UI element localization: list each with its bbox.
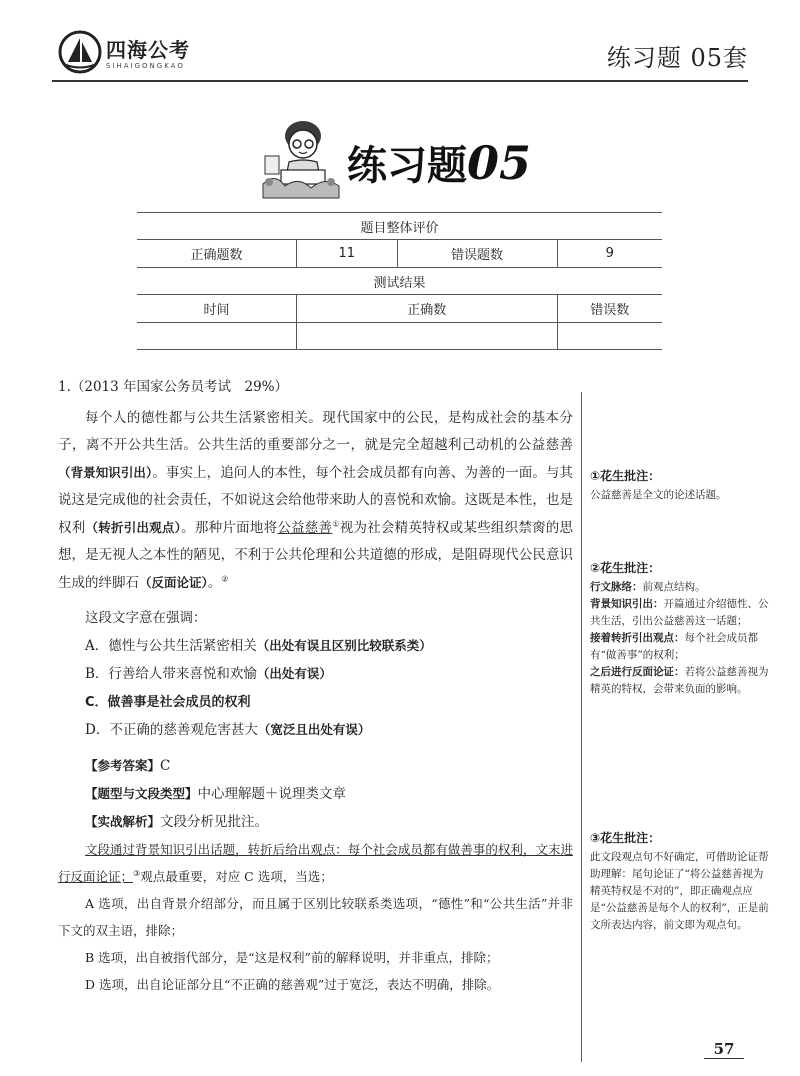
side-note-3 bbox=[590, 830, 770, 934]
side-note-1 bbox=[590, 468, 770, 504]
side-note-text: 前观点结构。 bbox=[642, 581, 706, 593]
analysis-option-b: B 选项，出自被指代部分，是“这是权利”前的解释说明，并非重点，排除； bbox=[85, 950, 499, 965]
side-note-line bbox=[590, 579, 770, 596]
side-note-title: ①花生批注： bbox=[590, 469, 661, 483]
type-value: 中心理解题＋说理类文章 bbox=[197, 786, 347, 802]
correct-value: 11 bbox=[297, 240, 397, 268]
question-content bbox=[58, 374, 573, 998]
option-text: A．德性与公共生活紧密相关 bbox=[85, 638, 257, 654]
analysis-conclusion: 观点最重要，对应 C 选项，当选； bbox=[140, 869, 333, 884]
page-header bbox=[0, 0, 800, 100]
side-note-line bbox=[590, 596, 770, 630]
analysis-intro: 文段分析见批注。 bbox=[160, 814, 269, 830]
option-text: C．做善事是社会成员的权利 bbox=[85, 695, 251, 710]
passage-part: 每个人的德性都与公共生活紧密相关。现代国家中的公民，是构成社会的基本分子，离不开公共生活。公共生活的重要部分之一，就是完全超越利己动机的公益慈善 bbox=[58, 410, 573, 453]
option-note: （出处有误） bbox=[256, 666, 332, 681]
answer-label: 【参考答案】 bbox=[85, 758, 161, 773]
hero-title bbox=[347, 134, 531, 191]
side-note-text: 若将公益慈善视为精英的特权，会带来负面的影响。 bbox=[590, 666, 769, 695]
option-b bbox=[58, 660, 573, 688]
time-cell bbox=[137, 323, 297, 350]
set-label: 练习题 05套 bbox=[606, 44, 748, 72]
passage-part: 。那种片面地将 bbox=[181, 520, 278, 536]
time-label: 时间 bbox=[137, 295, 297, 323]
side-note-label: 之后进行反面论证： bbox=[590, 666, 685, 678]
answer-value: C bbox=[160, 758, 171, 774]
result-correct-label: 正确数 bbox=[297, 295, 558, 323]
note-marker: ② bbox=[221, 574, 229, 584]
result-wrong-cell bbox=[557, 323, 662, 350]
passage-part: 。 bbox=[207, 575, 222, 591]
eval-title: 题目整体评价 bbox=[137, 213, 662, 240]
side-note-title: ③花生批注： bbox=[590, 831, 661, 845]
option-text: D．不正确的慈善观危害甚大 bbox=[85, 722, 258, 738]
passage-underlined: 公益慈善 bbox=[277, 520, 333, 536]
side-note-title: ②花生批注： bbox=[590, 561, 661, 575]
logo-subtext: SIHAIGONGKAO bbox=[106, 62, 185, 70]
option-d bbox=[58, 716, 573, 744]
side-note-2 bbox=[590, 560, 770, 698]
option-note: （出处有误且区别比较联系类） bbox=[256, 638, 432, 653]
result-wrong-label: 错误数 bbox=[557, 295, 662, 323]
sailboat-logo-icon bbox=[58, 30, 102, 74]
passage-annotation: （背景知识引出） bbox=[58, 465, 153, 480]
passage-annotation: （反面论证） bbox=[139, 575, 208, 590]
note-marker: ③ bbox=[133, 868, 141, 878]
hero-title-number: 05 bbox=[467, 136, 532, 190]
side-note-text: 公益慈善是全文的论述话题。 bbox=[590, 489, 727, 501]
header-rule bbox=[52, 80, 748, 82]
logo-text: 四海公考 bbox=[106, 38, 190, 62]
side-note-line bbox=[590, 664, 770, 698]
side-note-line bbox=[590, 630, 770, 664]
note-marker: ① bbox=[332, 519, 340, 529]
analysis-paragraph bbox=[58, 836, 573, 890]
side-note-text: 开篇通过介绍德性、公共生活，引出公益慈善这一话题； bbox=[590, 598, 769, 627]
side-note-text: 每个社会成员都有“做善事”的权利； bbox=[590, 632, 758, 661]
answer-line bbox=[58, 752, 573, 780]
question-heading: 1.（2013 年国家公务员考试 29%） bbox=[58, 379, 289, 395]
option-c bbox=[58, 688, 573, 716]
cartoon-reader-icon bbox=[255, 112, 345, 202]
side-note-label: 背景知识引出： bbox=[590, 598, 664, 610]
side-note-text: 此文段观点句不好确定，可借助论证帮助理解：尾句论证了“将公益慈善视为精英特权是不对的”，即正确观点应是“公益慈善是每个人的权利”，正是前文所表达内容，前文即为观点句。 bbox=[590, 851, 769, 931]
analysis-summary: 文段通过背景知识引出话题，转折后给出观点：每个社会成员都有做善事的权利，文末进行反面论证； bbox=[58, 842, 573, 884]
logo bbox=[58, 30, 208, 86]
passage-part: 视为社会精英特权或某些组织禁脔的思想，是无视人之本性的陋见，不利于公共伦理和公共道德的形成，是阻碍现代公民意识生成的绊脚石 bbox=[58, 520, 574, 591]
passage-part: 。事实上，追问人的本性，每个社会成员都有向善、为善的一面。与其说这是完成他的社会责任，不如说这会给他带来助人的喜悦和欢愉。这既是本性，也是权利 bbox=[58, 465, 573, 536]
analysis-option-a: A 选项，出自背景介绍部分，而且属于区别比较联系类选项，“德性”和“公共生活”并非下文的双主语，排除； bbox=[58, 896, 573, 938]
side-note-label: 接着转折引出观点： bbox=[590, 632, 685, 644]
question-stem: 这段文字意在强调： bbox=[85, 610, 207, 626]
margin-divider bbox=[581, 392, 582, 1062]
passage-annotation: （转折引出观点） bbox=[85, 520, 182, 535]
analysis-label: 【实战解析】 bbox=[85, 814, 161, 829]
hero-banner bbox=[255, 112, 555, 202]
result-title: 测试结果 bbox=[137, 268, 662, 295]
analysis-option-d: D 选项，出自论证部分且“不正确的慈善观”过于宽泛，表达不明确，排除。 bbox=[85, 977, 500, 992]
type-label: 【题型与文段类型】 bbox=[85, 786, 198, 801]
wrong-label: 错误题数 bbox=[397, 240, 557, 268]
option-text: B．行善给人带来喜悦和欢愉 bbox=[85, 666, 257, 682]
hero-title-text: 练习题 bbox=[347, 142, 467, 189]
option-a bbox=[58, 632, 573, 660]
question-passage bbox=[58, 405, 573, 597]
question-options bbox=[58, 605, 573, 744]
type-line bbox=[58, 780, 573, 808]
option-note: （宽泛且出处有误） bbox=[257, 722, 371, 737]
page-number: 57 bbox=[704, 1040, 744, 1059]
result-correct-cell bbox=[297, 323, 558, 350]
analysis-line bbox=[58, 808, 573, 836]
wrong-value: 9 bbox=[557, 240, 662, 268]
evaluation-table bbox=[137, 212, 662, 350]
correct-label: 正确题数 bbox=[137, 240, 297, 268]
side-note-label: 行文脉络： bbox=[590, 581, 643, 593]
answer-section bbox=[58, 752, 573, 998]
